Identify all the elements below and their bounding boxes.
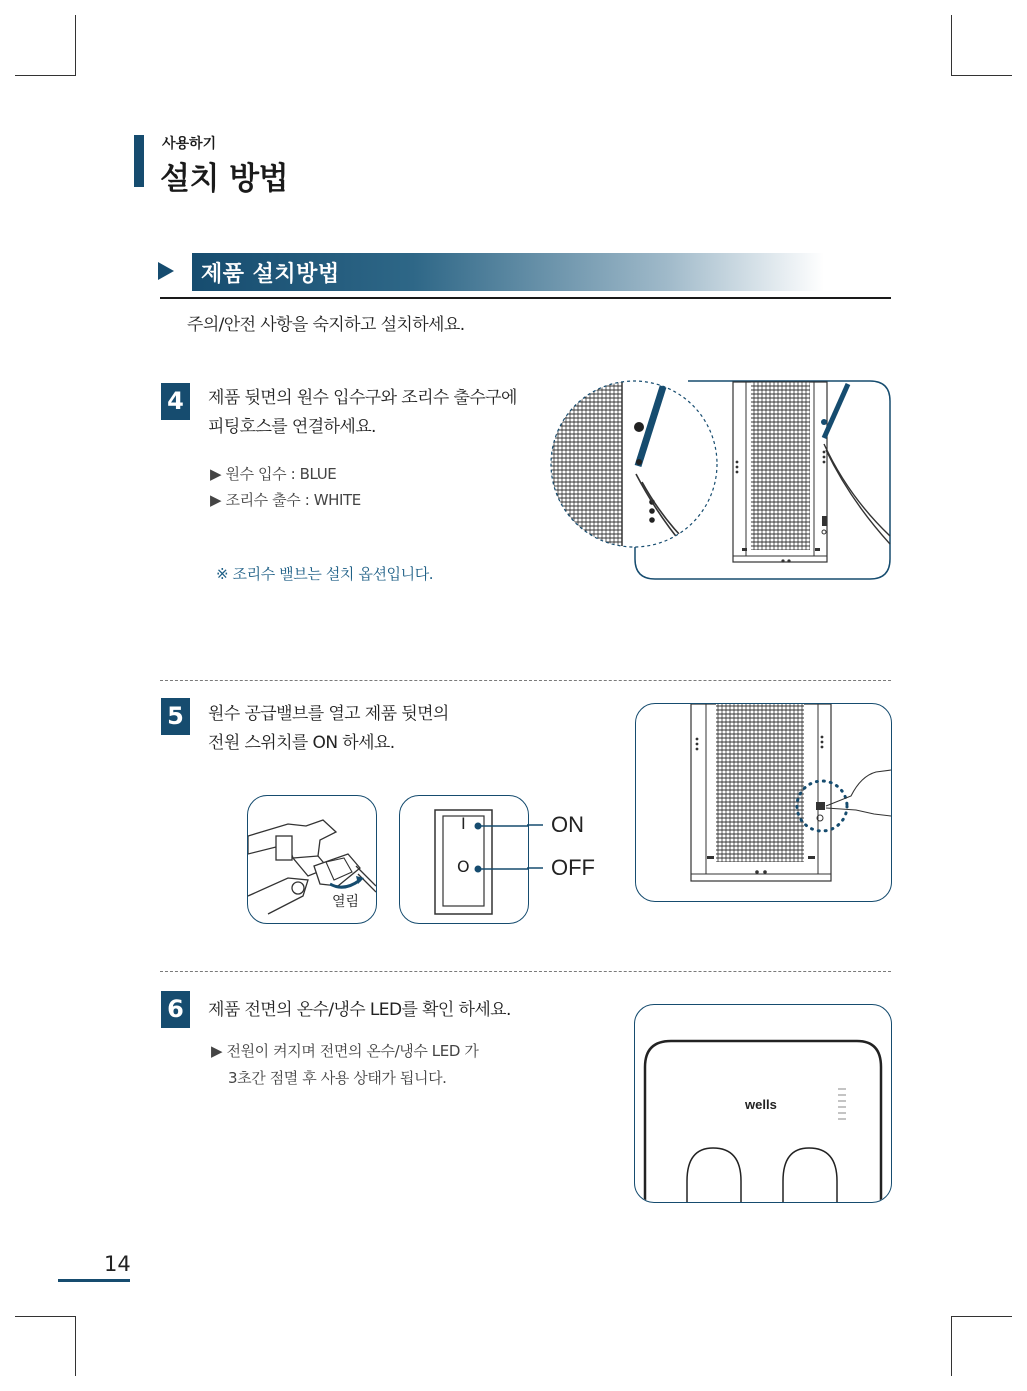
crop-mark [15,1316,76,1317]
step-bullet: ▶ 원수 입수 : BLUE [210,465,337,483]
page-number-rule [58,1279,130,1282]
switch-leader-lines [527,818,547,878]
switch-on-label: ON [551,812,584,837]
hose-connection-illustration [548,376,894,584]
header-accent-bar [134,135,144,187]
crop-mark [951,15,952,76]
product-front-panel [634,1004,892,1203]
step-line: 제품 뒷면의 원수 입수구와 조리수 출수구에 [208,388,517,408]
section-description: 주의/안전 사항을 숙지하고 설치하세요. [187,315,465,335]
switch-panel [399,795,529,924]
switch-off-symbol: O [457,857,470,876]
step-divider [160,971,891,972]
page-number: 14 [104,1252,131,1276]
crop-mark [951,75,1012,76]
crop-mark [951,1316,1012,1317]
crop-mark [75,15,76,76]
step-line: 제품 전면의 온수/냉수 LED를 확인 하세요. [208,1000,511,1020]
step-text [208,996,511,1025]
step-line: 전원 스위치를 ON 하세요. [208,733,395,753]
step-bullet: ▶ 조리수 출수 : WHITE [210,491,361,509]
crop-mark [951,1316,952,1376]
step-number: 5 [161,698,190,735]
crop-mark [75,1316,76,1376]
page-title: 설치 방법 [160,161,289,197]
switch-on-symbol: I [461,814,466,833]
step-note: ※ 조리수 밸브는 설치 옵션입니다. [216,565,434,583]
step-line: 피팅호스를 연결하세요. [208,417,376,437]
step-line: 원수 공급밸브를 열고 제품 뒷면의 [208,704,449,724]
brand-logo: wells [745,1097,777,1112]
step-text [208,700,449,758]
valve-panel [247,795,377,924]
switch-off-label: OFF [551,855,595,880]
section-arrow-icon [158,262,174,280]
step-text [208,384,517,442]
step-number: 6 [161,991,190,1028]
valve-open-label: 열림 [332,894,360,910]
crop-mark [15,75,76,76]
product-back-illustration [636,704,891,901]
switch-location-panel [635,703,892,902]
step-divider [160,680,891,681]
step-number: 4 [161,383,190,420]
step-bullet: 3초간 점멸 후 사용 상태가 됩니다. [228,1069,447,1087]
section-title: 제품 설치방법 [201,262,340,287]
section-rule [160,297,891,299]
step-bullet: ▶ 전원이 켜지며 전면의 온수/냉수 LED 가 [211,1042,479,1060]
header-eyebrow: 사용하기 [162,136,217,152]
